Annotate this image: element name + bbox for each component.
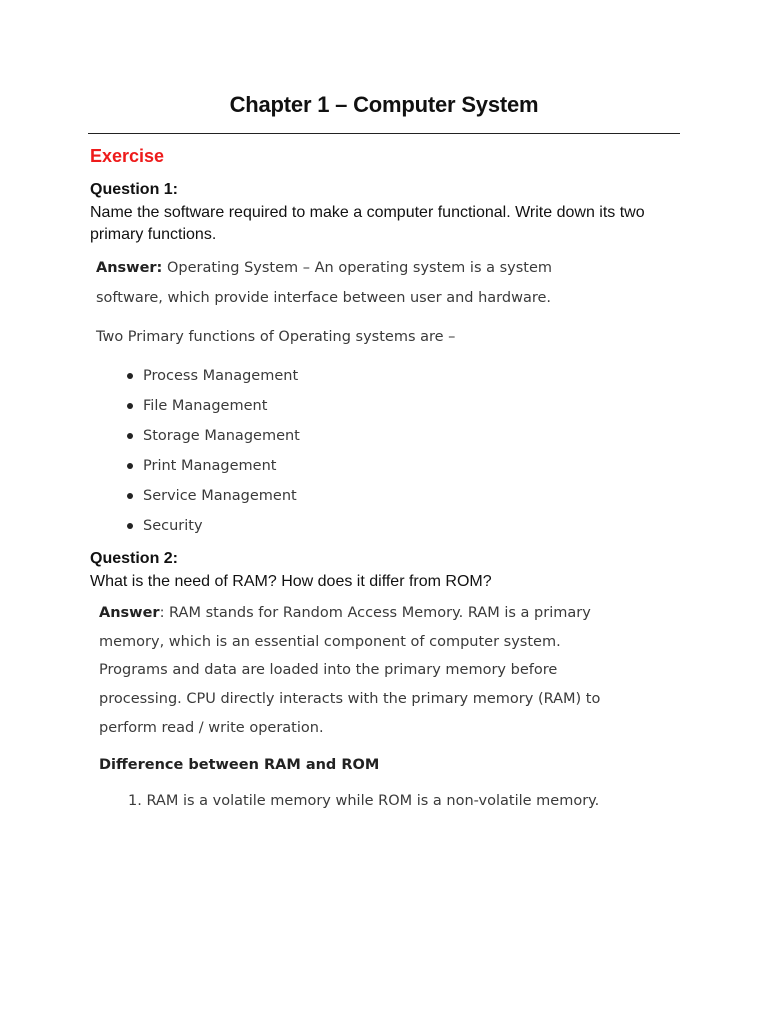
list-item-text: Print Management: [143, 458, 277, 474]
difference-item: 1. RAM is a volatile memory while ROM is a non-volatile memory.: [128, 793, 600, 809]
question-2-label: Question 2:: [90, 550, 179, 567]
answer-1-line-2: software, which provide interface between user and hardware.: [96, 290, 552, 306]
answer-2-lead: Answer: [99, 605, 160, 621]
question-1-label: Question 1:: [90, 181, 179, 198]
difference-heading: Difference between RAM and ROM: [99, 757, 380, 773]
list-item: [127, 515, 300, 545]
list-item-text: Security: [143, 518, 203, 534]
bullet-icon: [127, 403, 133, 409]
list-item: [127, 485, 300, 515]
list-item: [127, 365, 300, 395]
list-item: [127, 455, 300, 485]
answer-2-line-3: Programs and data are loaded into the primary memory before: [99, 662, 558, 678]
answer-2-line-2: memory, which is an essential component of computer system.: [99, 634, 561, 650]
list-item-text: Process Management: [143, 368, 299, 384]
bullet-icon: [127, 373, 133, 379]
list-item-text: File Management: [143, 398, 268, 414]
question-1-text: Name the software required to make a computer functional. Write down its two primary functions.: [90, 204, 645, 243]
list-item: [127, 395, 300, 425]
exercise-heading: Exercise: [90, 146, 165, 166]
list-item-text: Storage Management: [143, 428, 300, 444]
bullet-icon: [127, 523, 133, 529]
list-item-text: Service Management: [143, 488, 297, 504]
answer-1-line-1-text: Operating System – An operating system is a system: [162, 260, 553, 276]
answer-2-line-5: perform read / write operation.: [99, 720, 324, 736]
answer-2-line-1-text: : RAM stands for Random Access Memory. RAM is a primary: [159, 605, 591, 621]
answer-1-lead: Answer:: [96, 260, 163, 276]
answer-2-line-1: [99, 605, 591, 621]
os-functions-list: [127, 365, 300, 545]
bullet-icon: [127, 463, 133, 469]
question-2-text: What is the need of RAM? How does it differ from ROM?: [90, 573, 492, 590]
list-item: [127, 425, 300, 455]
answer-1-intro: Two Primary functions of Operating systems are –: [96, 329, 456, 345]
bullet-icon: [127, 433, 133, 439]
title-divider: [88, 133, 680, 134]
bullet-icon: [127, 493, 133, 499]
answer-1-line-1: [96, 260, 616, 276]
answer-2-line-4: processing. CPU directly interacts with the primary memory (RAM) to: [99, 691, 601, 707]
chapter-title: Chapter 1 – Computer System: [229, 92, 539, 117]
